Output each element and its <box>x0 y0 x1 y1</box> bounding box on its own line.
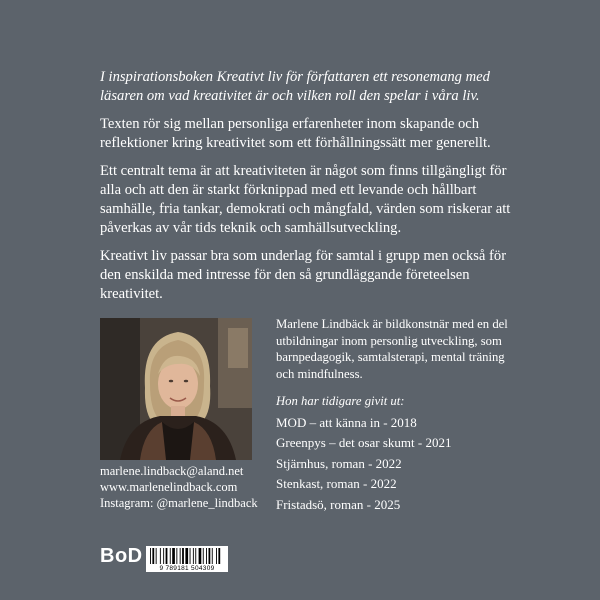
isbn-barcode <box>146 546 228 572</box>
blurb-intro: I inspirationsboken Kreativt liv för författaren ett resonemang med läsaren om vad kreativitet är och vilken roll den spelar i våra liv. <box>100 69 490 104</box>
blurb-paragraph-2: Ett centralt tema är att kreativiteten är något som finns tillgängligt för alla och att den är starkt förknippad med ett levande och hållbart samhälle, fria tankar, demokrati och mångfald, värden som riskerar att påverkas av vår tids teknik och samhällsutveckling. <box>100 163 511 236</box>
previous-works-title: Hon har tidigare givit ut: <box>276 394 405 408</box>
author-contacts <box>100 463 290 511</box>
bio-text: Marlene Lindbäck är bildkonstnär med en del utbildningar inom personlig utveckling, som barnpedagogik, samtalsterapi, mental träning och mindfulness. <box>276 317 508 381</box>
blurb-paragraph-3: Kreativt liv passar bra som underlag för samtal i grupp men också för den enskilda med intresse för den så grundläggande företeelsen kreativitet. <box>100 248 507 302</box>
isbn-number: 9 789181 504309 <box>159 565 215 572</box>
email-link[interactable]: marlene.lindback@aland.net <box>100 464 244 478</box>
work-item: Greenpys – det osar skumt - 2021 <box>276 435 452 450</box>
work-item: MOD – att känna in - 2018 <box>276 414 417 430</box>
blurb-paragraph-1: Texten rör sig mellan personliga erfarenheter inom skapande och reflektioner kring kreativitet som ett förhållningssätt mer generellt. <box>100 116 491 151</box>
author-photo <box>100 318 252 460</box>
back-cover-blurb <box>100 68 520 313</box>
author-bio <box>276 316 516 516</box>
work-item: Stenkast, roman - 2022 <box>276 476 397 491</box>
publisher-logo: BoD <box>100 545 143 567</box>
instagram-handle[interactable]: Instagram: @marlene_lindback <box>100 496 258 510</box>
work-item: Stjärnhus, roman - 2022 <box>276 455 402 471</box>
previous-works-list <box>276 414 516 513</box>
work-item: Fristadsö, roman - 2025 <box>276 496 401 512</box>
barcode-bars-icon <box>146 546 228 565</box>
website-link[interactable]: www.marlenelindback.com <box>100 480 238 494</box>
